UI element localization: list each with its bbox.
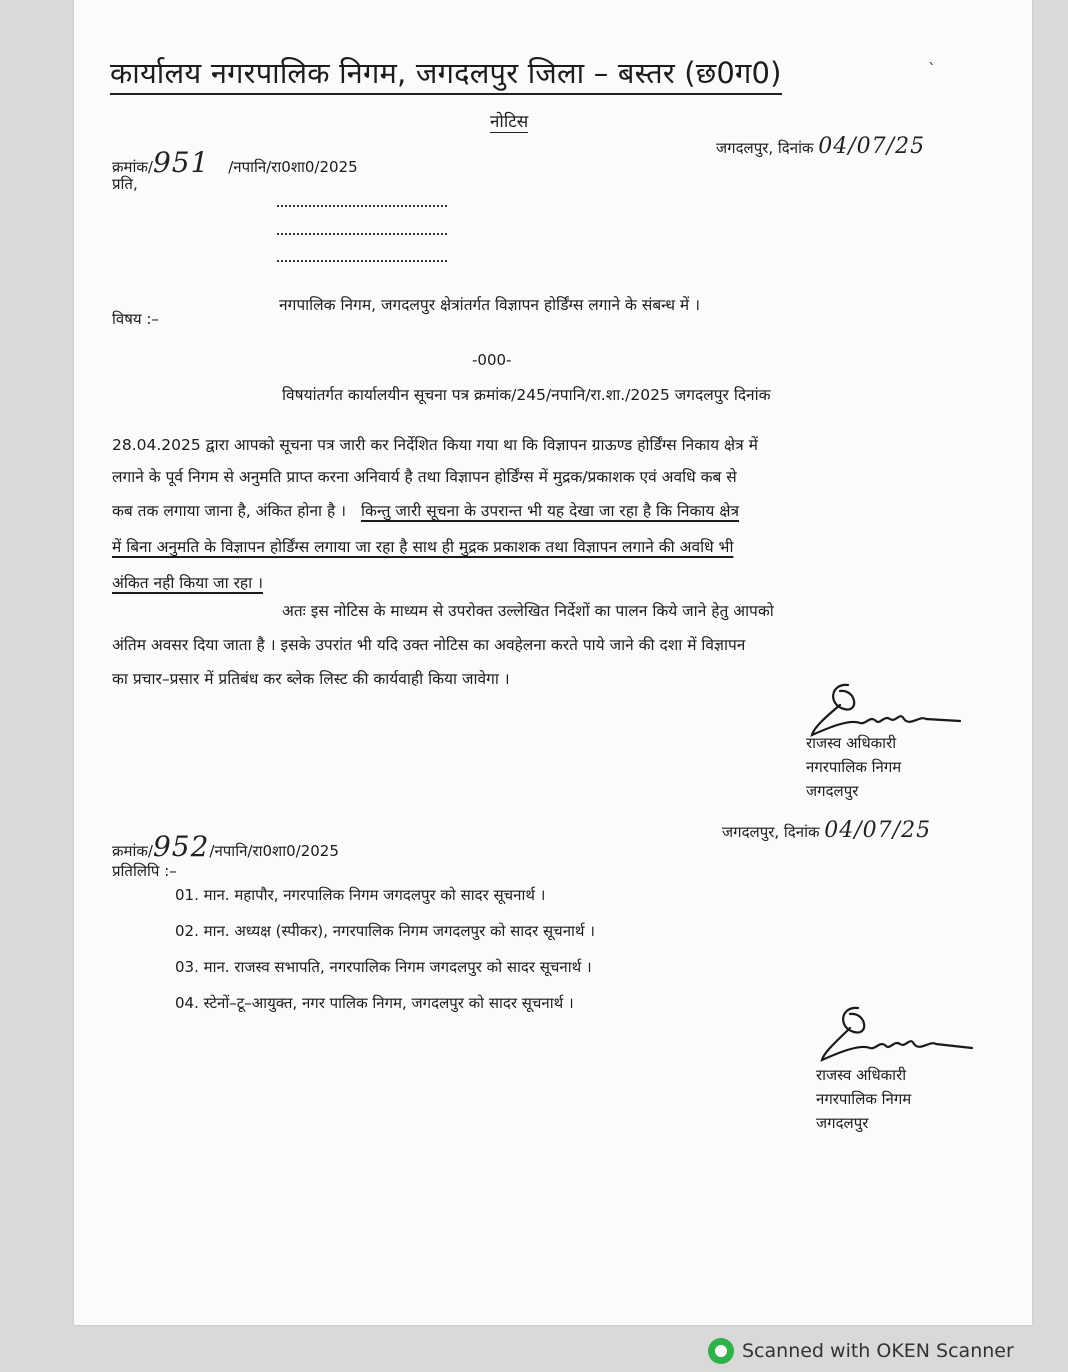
scanner-watermark	[708, 1338, 1014, 1364]
tick-mark-icon: `	[928, 60, 936, 79]
ref1-suffix: /नपानि/रा0शा0/2025	[228, 158, 358, 176]
ref2-date	[722, 818, 931, 843]
para1-line2: 28.04.2025 द्वारा आपको सूचना पत्र जारी कर निर्देशित किया गया था कि विज्ञापन ग्राऊण्ड होर्डिंग्स निकाय क्षेत्र में	[112, 436, 758, 454]
ref2-date-value: 04/07/25	[824, 818, 932, 843]
para2-line2: अंतिम अवसर दिया जाता है । इसके उपरांत भी यदि उक्त नोटिस का अवहेलना करते पाये जाने की दशा में विज्ञापन	[112, 636, 746, 654]
sig1-designation: राजस्व अधिकारी	[806, 734, 897, 752]
document-page	[74, 0, 1032, 1325]
sig2-org: नगरपालिक निगम	[816, 1090, 912, 1108]
copy-to-item-1: 01. मान. महापौर, नगरपालिक निगम जगदलपुर को सादर सूचनार्थ ।	[175, 886, 546, 904]
scanner-text: Scanned with OKEN Scanner	[742, 1340, 1014, 1362]
para1-line6: अंकित नही किया जा रहा ।	[112, 574, 263, 592]
office-title: कार्यालय नगरपालिक निगम, जगदलपुर जिला – बस्तर (छ0ग0)	[110, 56, 782, 95]
signature-2-mark	[812, 1000, 982, 1070]
ref2-suffix: /नपानि/रा0शा0/2025	[209, 842, 339, 860]
para1-line1: विषयांतर्गत कार्यालयीन सूचना पत्र क्रमांक/245/नपानि/रा.शा./2025 जगदलपुर दिनांक	[282, 386, 771, 404]
sig1-org: नगरपालिक निगम	[806, 758, 902, 776]
ref2-number: 952	[152, 830, 210, 863]
ref1-number: 951	[152, 146, 210, 179]
oken-scanner-logo-icon	[708, 1338, 734, 1364]
ref1-date	[716, 134, 925, 159]
copy-to-item-2: 02. मान. अध्यक्ष (स्पीकर), नगरपालिक निगम जगदलपुर को सादर सूचनार्थ ।	[175, 922, 595, 940]
para2-line1: अतः इस नोटिस के माध्यम से उपरोक्त उल्लेखित निर्देशों का पालन किये जाने हेतु आपको	[282, 602, 774, 620]
recipient-label: प्रति,	[112, 175, 138, 193]
ref2-prefix: क्रमांक/	[112, 842, 153, 860]
para1-line4	[112, 504, 739, 520]
ref1-line	[112, 146, 358, 179]
recipient-line-1	[277, 205, 447, 207]
copy-to-label: प्रतिलिपि :–	[112, 862, 177, 880]
copy-to-item-4: 04. स्टेनों–टू–आयुक्त, नगर पालिक निगम, जगदलपुर को सादर सूचनार्थ ।	[175, 994, 574, 1012]
para1-line5: में बिना अनुमति के विज्ञापन होर्डिंग्स लगाया जा रहा है साथ ही मुद्रक प्रकाशक तथा विज्ञापन लगाने की अवधि भी	[112, 538, 734, 556]
separator: -000-	[472, 351, 512, 369]
ref2-date-label: जगदलपुर, दिनांक	[722, 823, 820, 841]
ref2-line	[112, 830, 339, 863]
sig1-place: जगदलपुर	[806, 782, 859, 800]
subject-text: नगपालिक निगम, जगदलपुर क्षेत्रांतर्गत विज्ञापन होर्डिंग्स लगाने के संबन्ध में ।	[279, 296, 701, 314]
ref1-date-label: जगदलपुर, दिनांक	[716, 139, 814, 157]
para1-line4-plain: कब तक लगाया जाना है, अंकित होना है ।	[112, 502, 347, 520]
para1-line4-underlined: किन्तु जारी सूचना के उपरान्त भी यह देखा जा रहा है कि निकाय क्षेत्र	[360, 502, 740, 520]
para1-line3: लगाने के पूर्व निगम से अनुमति प्राप्त करना अनिवार्य है तथा विज्ञापन होर्डिंग्स में मुद्रक/प्रकाशक एवं अवधि कब से	[112, 468, 737, 486]
recipient-line-3	[277, 260, 447, 262]
notice-title: नोटिस	[490, 112, 529, 132]
ref1-date-value: 04/07/25	[818, 134, 926, 159]
recipient-line-2	[277, 233, 447, 235]
sig2-place: जगदलपुर	[816, 1114, 869, 1132]
ref1-prefix: क्रमांक/	[112, 158, 153, 176]
copy-to-item-3: 03. मान. राजस्व सभापति, नगरपालिक निगम जगदलपुर को सादर सूचनार्थ ।	[175, 958, 592, 976]
subject-label: विषय :–	[112, 310, 159, 328]
sig2-designation: राजस्व अधिकारी	[816, 1066, 907, 1084]
para2-line3: का प्रचार–प्रसार में प्रतिबंध कर ब्लेक लिस्ट की कार्यवाही किया जावेगा ।	[112, 670, 510, 688]
